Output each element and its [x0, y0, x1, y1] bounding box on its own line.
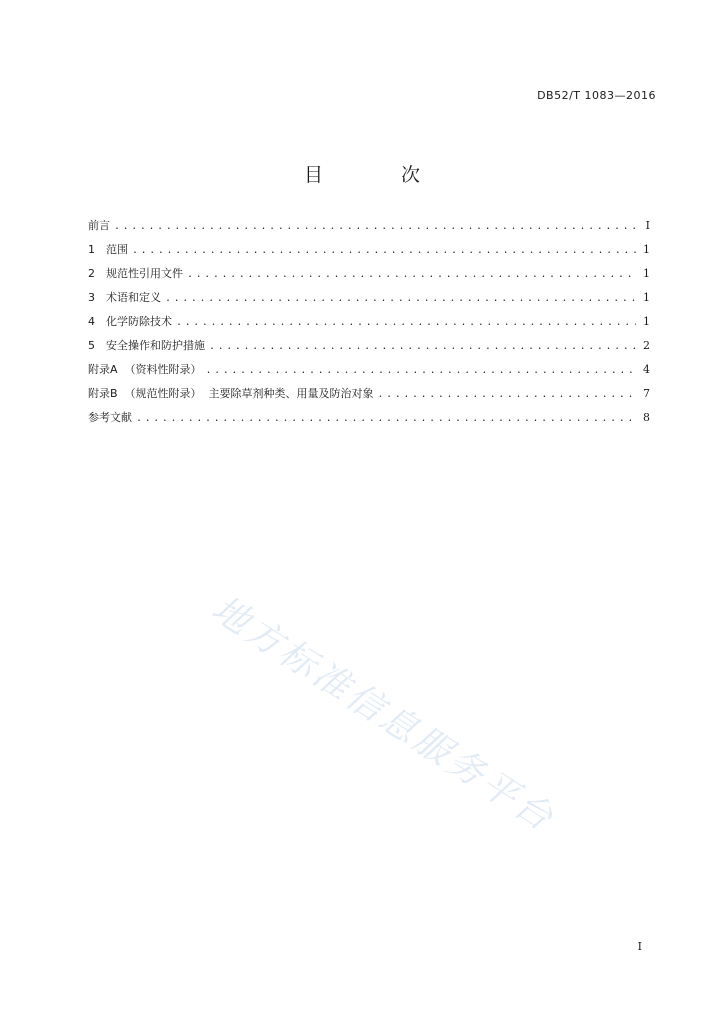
toc-leader-dots	[165, 287, 636, 311]
toc-entry-label: 附录B （规范性附录） 主要除草剂种类、用量及防治对象	[88, 387, 374, 400]
toc-entry-page: 1	[643, 243, 650, 256]
toc-leader-dots	[187, 263, 636, 287]
toc-entry-page: 7	[643, 387, 650, 400]
document-code: DB52/T 1083—2016	[537, 89, 656, 102]
toc-entry-label: 规范性引用文件	[106, 267, 183, 280]
toc-entry-label: 前言	[88, 219, 110, 232]
toc-entry-page: 4	[643, 363, 650, 376]
toc-entry-bibliography[interactable]	[88, 406, 650, 430]
toc-entry-number: 1	[88, 243, 95, 256]
page-number: I	[637, 940, 642, 953]
toc-entry-number: 3	[88, 291, 95, 304]
toc-entry-normative-references[interactable]	[88, 262, 650, 286]
table-of-contents	[88, 214, 650, 430]
watermark-text: 地方标准信息服务平台	[204, 588, 563, 841]
toc-leader-dots	[206, 359, 636, 383]
toc-entry-number: 2	[88, 267, 95, 280]
toc-entry-chemical-control[interactable]	[88, 310, 650, 334]
toc-entry-page: 2	[643, 339, 650, 352]
toc-entry-label: 术语和定义	[106, 291, 161, 304]
toc-leader-dots	[136, 407, 636, 431]
toc-entry-terms-definitions[interactable]	[88, 286, 650, 310]
page-title: 目 次	[303, 164, 457, 186]
toc-entry-label: 范围	[106, 243, 128, 256]
toc-entry-page: 1	[643, 315, 650, 328]
toc-leader-dots	[209, 335, 636, 359]
toc-entry-scope[interactable]	[88, 238, 650, 262]
toc-entry-appendix-b[interactable]	[88, 382, 650, 406]
toc-entry-page: I	[645, 219, 650, 232]
toc-entry-appendix-a[interactable]	[88, 358, 650, 382]
toc-entry-label: 化学防除技术	[106, 315, 172, 328]
toc-entry-page: 8	[643, 411, 650, 424]
toc-entry-label: 参考文献	[88, 411, 132, 424]
toc-entry-number: 5	[88, 339, 95, 352]
toc-leader-dots	[132, 239, 636, 263]
toc-leader-dots	[176, 311, 636, 335]
toc-entry-label: 安全操作和防护措施	[106, 339, 205, 352]
toc-entry-page: 1	[643, 267, 650, 280]
toc-entry-label: 附录A （资料性附录）	[88, 363, 202, 376]
toc-entry-page: 1	[643, 291, 650, 304]
toc-entry-number: 4	[88, 315, 95, 328]
toc-entry-foreword[interactable]	[88, 214, 650, 238]
toc-leader-dots	[114, 215, 636, 239]
toc-leader-dots	[378, 383, 636, 407]
toc-entry-safety-measures[interactable]	[88, 334, 650, 358]
